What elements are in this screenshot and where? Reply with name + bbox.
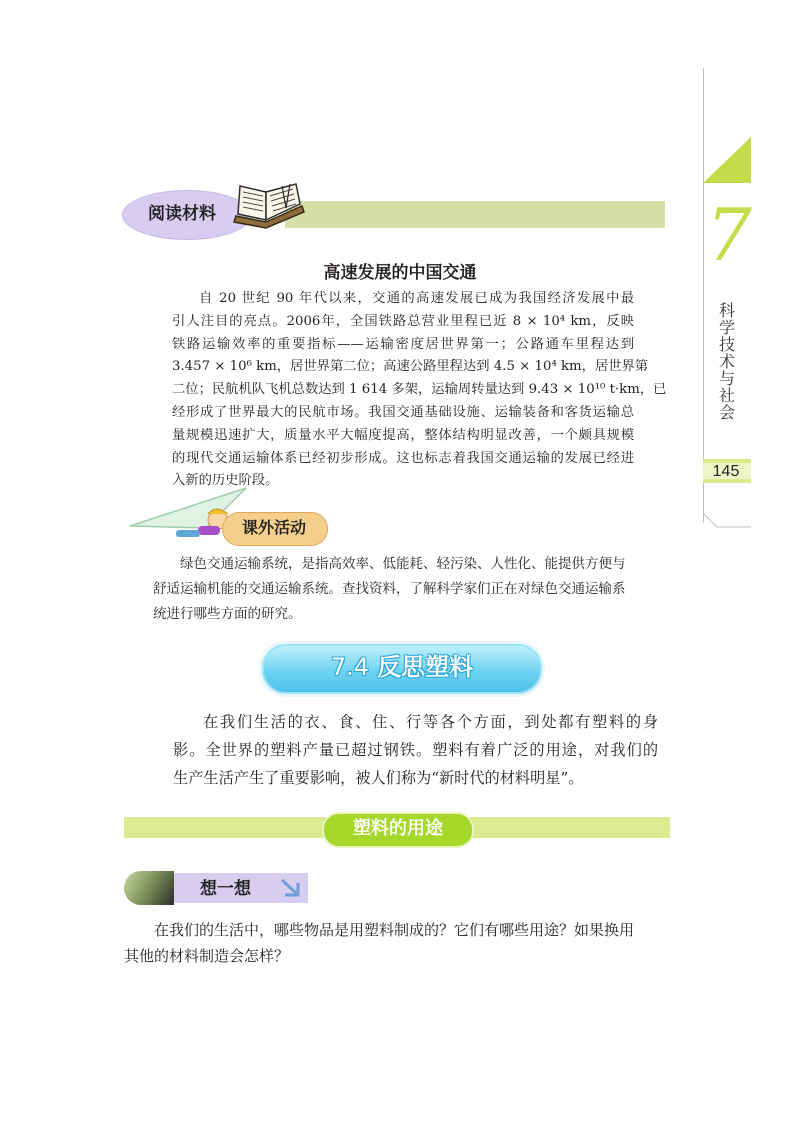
thinking-student-avatar [124,871,174,905]
activity-body [153,552,661,627]
intro-line: 生产生活产生了重要影响，被人们称为“新时代的材料明星”。 [173,769,584,787]
think-line: 其他的材料制造会怎样？ [124,947,290,965]
open-book-icon [230,182,308,234]
intro-paragraph [173,708,658,792]
section-number: 7.4 [330,653,370,681]
section-heading [262,650,542,684]
uses-heading: 塑料的用途 [353,818,443,839]
arrow-down-right-icon [278,877,302,899]
reading-line: 量规模迅速扩大，质量水平大幅度提高，整体结构明显改善，一个颇具规模 [172,427,634,443]
chapter-title: 科学技术与社会 [718,301,735,422]
page-number: 145 [712,463,740,480]
reading-label: 阅读材料 [148,204,216,224]
reading-line: 经形成了世界最大的民航市场。我国交通基础设施、运输装备和客货运输总 [172,404,634,420]
intro-line: 影。全世界的塑料产量已超过钢铁。塑料有着广泛的用途，对我们的 [173,741,658,759]
think-label: 想一想 [200,879,251,899]
section-title: 反思塑料 [377,653,474,681]
chapter-number: 7 [706,193,752,277]
reading-title: 高速发展的中国交通 [323,263,477,283]
reading-line: 二位；民航机队飞机总数达到 1 614 多架，运输周转量达到 9.43 × 10¹⁰ t·km，已 [172,382,667,398]
activity-line: 统进行哪些方面的研究。 [153,606,302,622]
reading-line: 入新的历史阶段。 [172,473,279,489]
chapter-tab-triangle [703,137,751,183]
activity-line: 绿色交通运输系统，是指高效率、低能耗、轻污染、人性化、能提供方便与 [180,556,626,572]
activity-line: 舒适运输机能的交通运输系统。查找资料，了解科学家们正在对绿色交通运输系 [153,581,626,597]
think-body [124,917,664,969]
reading-line: 引人注目的亮点。2006年，全国铁路总营业里程已近 8 × 10⁴ km，反映 [172,313,634,329]
think-line: 在我们的生活中，哪些物品是用塑料制成的？它们有哪些用途？如果换用 [154,921,635,939]
reading-body [172,288,667,493]
reading-line: 自 20 世纪 90 年代以来，交通的高速发展已成为我国经济发展中最 [199,291,634,306]
reading-line: 的现代交通运输体系已经初步形成。这也标志着我国交通运输的发展已经进 [172,450,634,466]
reading-header-bar [285,201,665,228]
intro-line: 在我们生活的衣、食、住、行等各个方面，到处都有塑料的身 [203,713,658,731]
reading-line: 铁路运输效率的重要指标——运输密度居世界第一；公路通车里程达到 [172,336,634,352]
chapter-tab-corner [703,483,751,528]
activity-label: 课外活动 [241,518,306,537]
reading-line: 3.457 × 10⁶ km，居世界第二位；高速公路里程达到 4.5 × 10⁴ km，居世界第 [172,359,649,375]
